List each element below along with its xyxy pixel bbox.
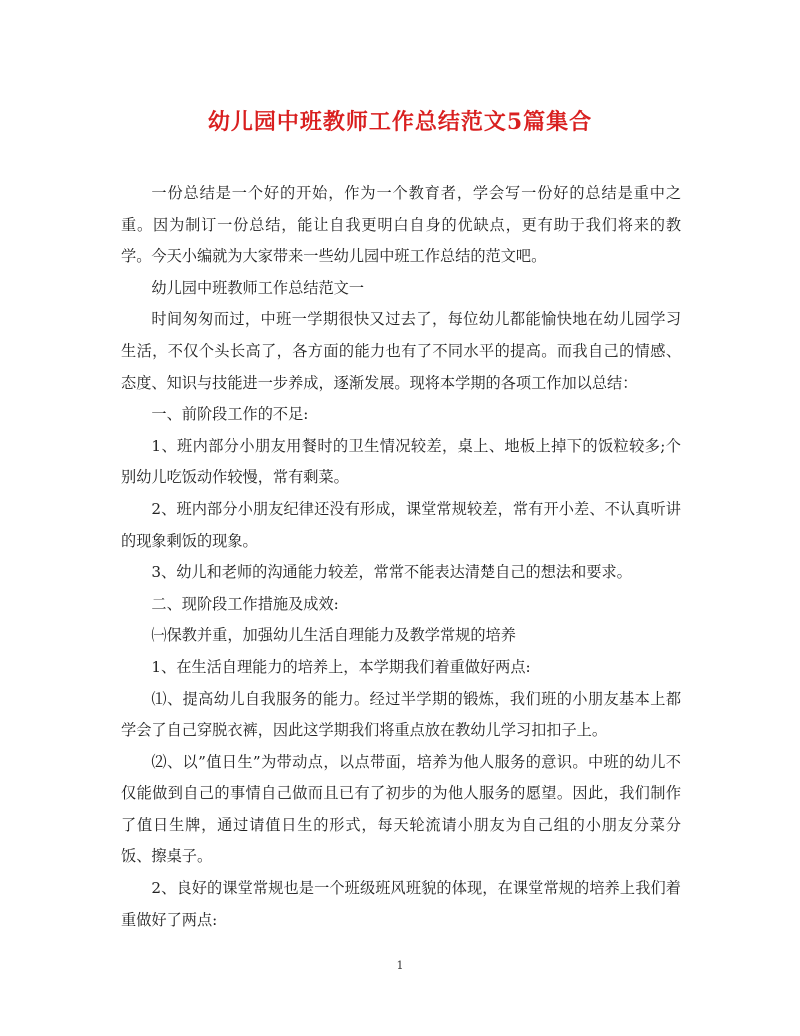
document-body xyxy=(121,178,681,936)
paragraph-intro: 一份总结是一个好的开始，作为一个教育者，学会写一份好的总结是重中之重。因为制订一份总结，能让自我更明白自身的优缺点，更有助于我们将来的教学。今天小编就为大家带来一些幼儿园中班工作总结的范文吧。 xyxy=(121,184,681,266)
paragraph-section-1: 一、前阶段工作的不足: xyxy=(151,405,309,424)
paragraph-section-2: 二、现阶段工作措施及成效: xyxy=(151,594,339,613)
paragraph-subpoint-2: ⑵、以”值日生”为带动点，以点带面，培养为他人服务的意识。中班的幼儿不仅能做到自己的事情自己做而且已有了初步的为他人服务的愿望。因此，我们制作了值日生牌，通过请值日生的形式，每天轮流请小朋友为自己组的小朋友分菜分饭、擦桌子。 xyxy=(121,752,681,866)
page-number: 1 xyxy=(396,959,404,972)
paragraph-item-2: 2、班内部分小朋友纪律还没有形成，课堂常规较差，常有开小差、不认真听讲的现象剩饭的现象。 xyxy=(121,499,681,550)
paragraph-summary: 时间匆匆而过，中班一学期很快又过去了，每位幼儿都能愉快地在幼儿园学习生活，不仅个头长高了，各方面的能力也有了不同水平的提高。而我自己的情感、态度、知识与技能进一步养成，逐渐发展。现将本学期的各项工作加以总结： xyxy=(121,310,681,392)
paragraph-subsection-1: ㈠保教并重，加强幼儿生活自理能力及教学常规的培养 xyxy=(151,626,516,645)
paragraph-subpoint-1: ⑴、提高幼儿自我服务的能力。经过半学期的锻炼，我们班的小朋友基本上都学会了自己穿脱衣裤，因此这学期我们将重点放在教幼儿学习扣扣子上。 xyxy=(121,689,681,740)
document-title: 幼儿园中班教师工作总结范文5篇集合 xyxy=(207,109,593,135)
paragraph-subtitle: 幼儿园中班教师工作总结范文一 xyxy=(151,278,365,297)
paragraph-point-1: 1、在生活自理能力的培养上，本学期我们着重做好两点: xyxy=(151,657,531,676)
paragraph-item-3: 3、幼儿和老师的沟通能力较差，常常不能表达清楚自己的想法和要求。 xyxy=(151,563,632,582)
paragraph-point-2: 2、良好的课堂常规也是一个班级班风班貌的体现，在课堂常规的培养上我们着重做好了两点: xyxy=(121,879,681,929)
paragraph-item-1: 1、班内部分小朋友用餐时的卫生情况较差，桌上、地板上掉下的饭粒较多;个别幼儿吃饭动作较慢，常有剩菜。 xyxy=(121,436,681,487)
